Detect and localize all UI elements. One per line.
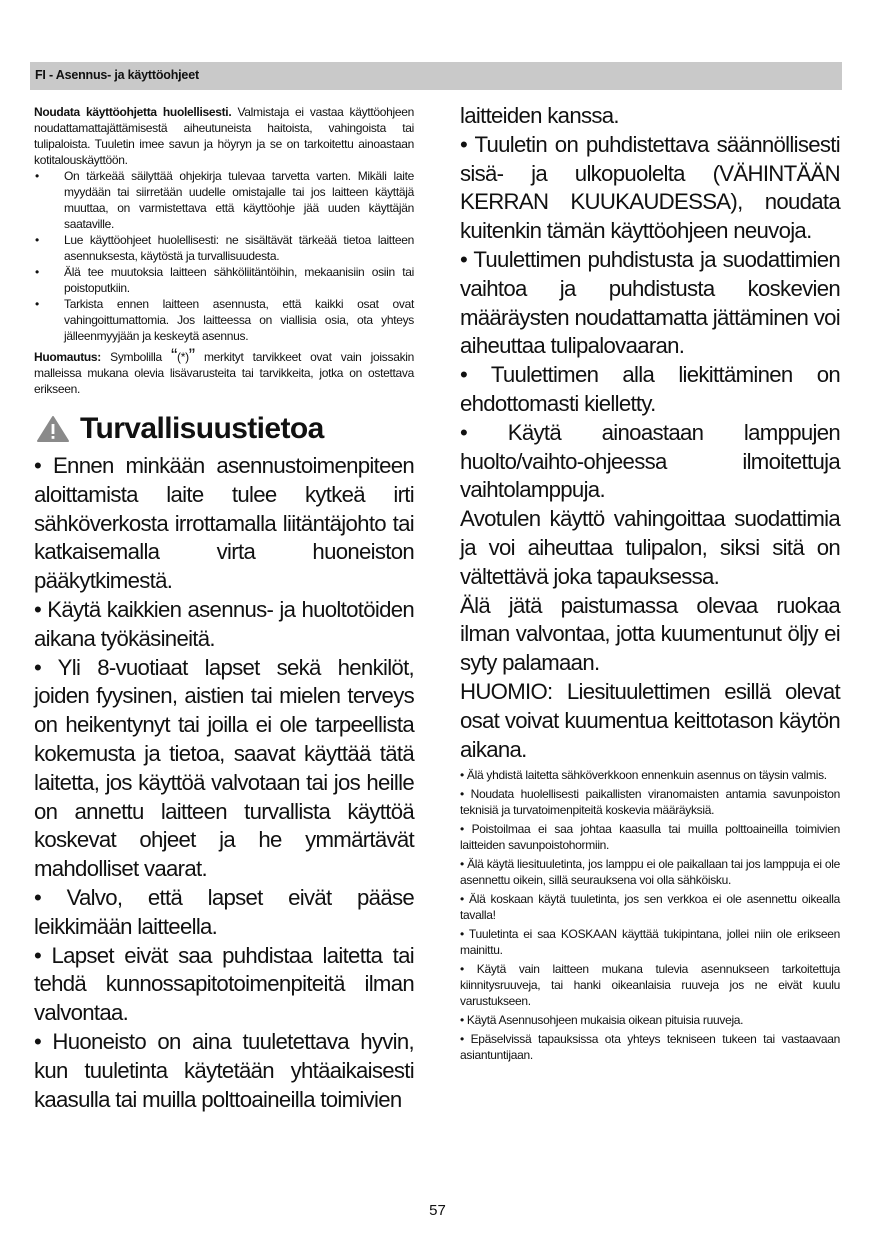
safety-paragraph: laitteiden kanssa. xyxy=(460,103,619,128)
warning-icon xyxy=(36,415,70,443)
page-header xyxy=(30,62,842,90)
page-number: 57 xyxy=(429,1202,446,1219)
safety-small-item: • Tuuletinta ei saa KOSKAAN käyttää tukipintana, jollei niin ole erikseen mainittu. xyxy=(460,927,840,958)
safety-paragraph: • Huoneisto on aina tuuletettava hyvin, kun tuuletinta käytetään yhtäaikaisesti kaasulla tai muilla polttoaineilla toimivien xyxy=(34,1028,414,1112)
safety-small-item: • Käytä vain laitteen mukana tulevia asennukseen tarkoitettuja kiinnitysruuveja, tai hanki oikeanlaisia ruuveja jos ne eivät kuulu varustukseen. xyxy=(460,962,840,1009)
safety-left-text xyxy=(34,452,414,1114)
note-post: merkityt tarvikkeet ovat vain joissakin malleissa mukana olevia lisävarusteita tai tarvikkeita, jotka on ostettava erikseen. xyxy=(34,350,415,396)
safety-small-item: • Noudata huolellisesti paikallisten viranomaisten antamia savunpoiston teknisiä ja turvatoimenpiteitä koskevia määräyksiä. xyxy=(460,787,840,818)
header-title: FI - Asennus- ja käyttöohjeet xyxy=(35,68,199,82)
safety-small-item: • Älä käytä liesituuletinta, jos lamppu ei ole paikallaan tai jos lamppuja ei ole asennettu oikein, sillä seurauksena voi olla sähköisku. xyxy=(460,857,840,888)
safety-paragraph: Älä jätä paistumassa olevaa ruokaa ilman valvontaa, jotta kuumentunut öljy ei syty palamaan. xyxy=(460,592,840,676)
intro-bullet: • Älä tee muutoksia laitteen sähköliitäntöihin, mekaanisiin osiin tai poistoputkiin. xyxy=(34,264,414,296)
safety-paragraph: • Tuulettimen alla liekittäminen on ehdottomasti kielletty. xyxy=(460,362,840,416)
note-symbol: (*) xyxy=(177,350,189,364)
safety-paragraph: • Käytä kaikkien asennus- ja huoltotöiden aikana työkäsineitä. xyxy=(34,596,414,651)
intro-lead-bold: Noudata käyttöohjetta huolellisesti. xyxy=(34,105,232,119)
note-pre: Symbolilla xyxy=(110,350,162,364)
intro-bullet: • On tärkeää säilyttää ohjekirja tulevaa tarvetta varten. Mikäli laite myydään tai siirretään uudelle omistajalle tai jos laitteen käyttäjä muuttaa, on varmistettava että käyttöohje jää uuden käyttäjän saataville. xyxy=(34,168,414,232)
intro-paragraph xyxy=(34,104,414,168)
safety-paragraph: • Lapset eivät saa puhdistaa laitetta tai tehdä kunnossapitotoimenpiteitä ilman valvontaa. xyxy=(34,942,414,1026)
intro-bullet-list xyxy=(34,168,414,344)
safety-paragraph: • Ennen minkään asennustoimenpiteen aloittamista laite tulee kytkeä irti sähköverkosta irrottamalla liitäntäjohto tai katkaisemalla virta huoneiston pääkytkimestä. xyxy=(34,453,414,594)
intro-lead-text: Valmistaja ei vastaa käyttöohjeen noudattamattajättämisestä aiheutuneista haitoista, vahingoista tai tulipaloista. Tuuletin imee savun ja höyryn ja se on tarkoitettu ainoastaan kotitalouskäyttöön. xyxy=(34,105,414,167)
safety-paragraph: • Valvo, että lapset eivät pääse leikkimään laitteella. xyxy=(34,884,414,939)
right-column xyxy=(460,102,840,1066)
intro-bullet: • Tarkista ennen laitteen asennusta, että kaikki osat ovat vahingoittumattomia. Jos laitteessa on viallisia osia, ota yhteys jälleenmyyjään ja keskeytä asennus. xyxy=(34,296,414,344)
intro-bullet: • Lue käyttöohjeet huolellisesti: ne sisältävät tärkeää tietoa laitteen asennuksesta, käytöstä ja turvallisuudesta. xyxy=(34,232,414,264)
safety-small-item: • Poistoilmaa ei saa johtaa kaasulla tai muilla polttoaineilla toimivien laitteiden savunpoistohormiin. xyxy=(460,822,840,853)
safety-paragraph: • Yli 8-vuotiaat lapset sekä henkilöt, joiden fyysinen, aistien tai mielen terveys on heikentynyt tai joilla ei ole tarpeellista kokemusta ja tietoa, saavat käyttää tätä laitetta, jos käyttöä valvotaan tai jos heille on annettu laitteen turvallista käyttöä koskevat ohjeet ja he ymmärtävät mahdolliset vaarat. xyxy=(34,654,414,882)
safety-small-item: • Älä koskaan käytä tuuletinta, jos sen verkkoa ei ole asennettu oikealla tavalla! xyxy=(460,892,840,923)
safety-small-item: • Älä yhdistä laitetta sähköverkkoon ennenkuin asennus on täysin valmis. xyxy=(460,768,827,783)
safety-small-list xyxy=(460,767,840,1063)
safety-small-item: • Epäselvissä tapauksissa ota yhteys tekniseen tukeen tai vastaavaan asiantuntijaan. xyxy=(460,1032,840,1063)
note-open-quote: “ xyxy=(170,346,177,367)
safety-paragraph: HUOMIO: Liesituulettimen esillä olevat osat voivat kuumentua keittotason käytön aikana. xyxy=(460,678,840,762)
note-label: Huomautus: xyxy=(34,350,101,364)
safety-heading xyxy=(34,410,414,448)
safety-paragraph: • Tuuletin on puhdistettava säännöllisesti sisä- ja ulkopuolelta (VÄHINTÄÄN KERRAN KUUKAUDESSA), noudata kuitenkin tämän käyttöohjeen neuvoja. xyxy=(460,131,840,244)
safety-paragraph: Avotulen käyttö vahingoittaa suodattimia ja voi aiheuttaa tulipalon, siksi sitä on vältettävä joka tapauksessa. xyxy=(460,506,840,589)
safety-title: Turvallisuustietoa xyxy=(80,412,324,445)
note-close-quote: ” xyxy=(188,346,195,367)
safety-small-item: • Käytä Asennusohjeen mukaisia oikean pituisia ruuveja. xyxy=(460,1013,744,1028)
note-paragraph xyxy=(34,346,415,397)
safety-paragraph: • Tuulettimen puhdistusta ja suodattimien vaihtoa ja puhdistusta koskevien määräysten noudattamatta jättäminen voi aiheuttaa tulipalovaaran. xyxy=(460,246,840,359)
left-column xyxy=(34,104,414,1114)
safety-paragraph: • Käytä ainoastaan lamppujen huolto/vaihto-ohjeessa ilmoitettuja vaihtolamppuja. xyxy=(460,419,840,503)
